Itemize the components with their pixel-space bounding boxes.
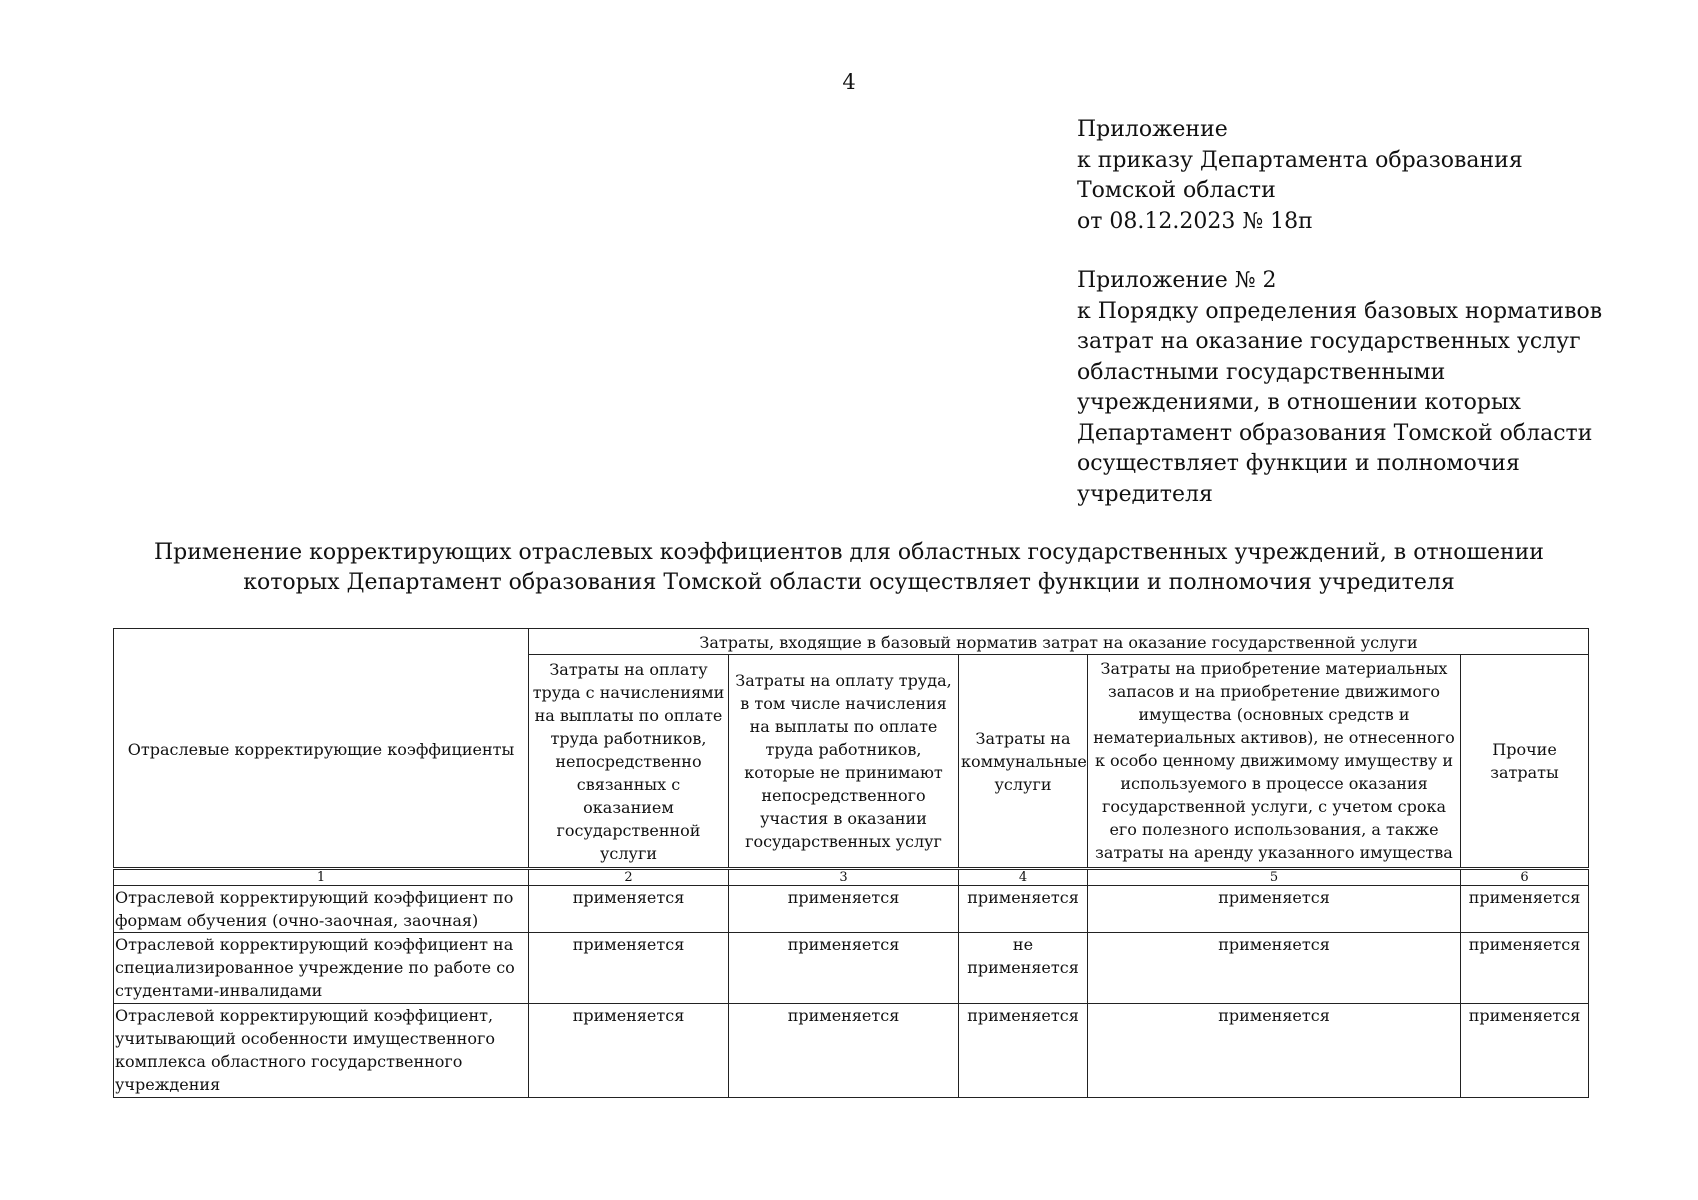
table-cell: применяется [729, 933, 959, 1004]
appendix-2-line: затрат на оказание государственных услуг [1077, 329, 1581, 354]
table-cell: применяется [1088, 1004, 1461, 1098]
column-header: Затраты на коммунальные услуги [959, 655, 1088, 869]
document-title-line: Применение корректирующих отраслевых коэффициентов для областных государственных учреждений, в отношении [154, 540, 1544, 565]
row-header-cell: Отраслевые корректирующие коэффициенты [114, 629, 529, 869]
column-header: Затраты на оплату труда, в том числе начисления на выплаты по оплате труда работников, которые не принимают непосредственного участия в оказании государственных услуг [729, 655, 959, 869]
appendix-2-line: Департамент образования Томской области [1077, 420, 1593, 446]
column-header: Прочие затраты [1461, 655, 1589, 869]
table-row [114, 1004, 1589, 1098]
appendix-2-line: осуществляет функции и полномочия [1077, 451, 1520, 476]
coefficients-table [113, 628, 1589, 1098]
table-cell: применяется [959, 886, 1088, 933]
group-header-cell: Затраты, входящие в базовый норматив затрат на оказание государственной услуги [529, 629, 1589, 655]
document-title-line: которых Департамент образования Томской области осуществляет функции и полномочия учредителя [243, 570, 1455, 595]
column-number-row [114, 869, 1589, 886]
table-cell: применяется [959, 1004, 1088, 1098]
table-cell: не применяется [959, 933, 1088, 1004]
column-number: 3 [729, 869, 959, 886]
table-row [114, 933, 1589, 1004]
appendix-1-line: к приказу Департамента образования [1077, 147, 1523, 173]
table-cell: применяется [1088, 933, 1461, 1004]
column-number: 2 [529, 869, 729, 886]
appendix-2-block [1077, 266, 1637, 510]
column-number: 6 [1461, 869, 1589, 886]
column-number: 1 [114, 869, 529, 886]
table-cell: применяется [529, 933, 729, 1004]
table-cell: применяется [729, 1004, 959, 1098]
table-row [114, 886, 1589, 933]
appendix-1-block [1077, 115, 1637, 237]
appendix-2-line: Приложение № 2 [1077, 268, 1277, 293]
appendix-2-line: областными государственными [1077, 359, 1446, 385]
column-number: 5 [1088, 869, 1461, 886]
table-cell: применяется [1461, 1004, 1589, 1098]
table-cell: применяется [529, 886, 729, 933]
appendix-1-line: Томской области [1077, 178, 1276, 203]
table-cell: применяется [1461, 886, 1589, 933]
row-name-cell: Отраслевой корректирующий коэффициент, учитывающий особенности имущественного комплекса областного государственного учреждения [114, 1004, 529, 1098]
column-number: 4 [959, 869, 1088, 886]
column-header: Затраты на приобретение материальных запасов и на приобретение движимого имущества (основных средств и нематериальных активов), не отнесенного к особо ценному движимому имуществу и используемого в процессе оказания государственной услуги, с учетом срока его полезного использования, а также затраты на аренду указанного имущества [1088, 655, 1461, 869]
table-cell: применяется [729, 886, 959, 933]
table-cell: применяется [529, 1004, 729, 1098]
page-number: 4 [842, 70, 856, 94]
appendix-1-line: Приложение [1077, 117, 1228, 142]
column-header: Затраты на оплату труда с начислениями на выплаты по оплате труда работников, непосредственно связанных с оказанием государственной услуги [529, 655, 729, 869]
appendix-2-line: к Порядку определения базовых нормативов [1077, 298, 1603, 324]
document-title [100, 538, 1598, 598]
table-cell: применяется [1088, 886, 1461, 933]
row-name-cell: Отраслевой корректирующий коэффициент по формам обучения (очно-заочная, заочная) [114, 886, 529, 933]
table-header-group-row [114, 629, 1589, 655]
appendix-2-line: учреждениями, в отношении которых [1077, 390, 1521, 415]
row-name-cell: Отраслевой корректирующий коэффициент на специализированное учреждение по работе со студентами-инвалидами [114, 933, 529, 1004]
appendix-1-line: от 08.12.2023 № 18п [1077, 208, 1313, 234]
appendix-2-line: учредителя [1077, 481, 1213, 507]
table-cell: применяется [1461, 933, 1589, 1004]
